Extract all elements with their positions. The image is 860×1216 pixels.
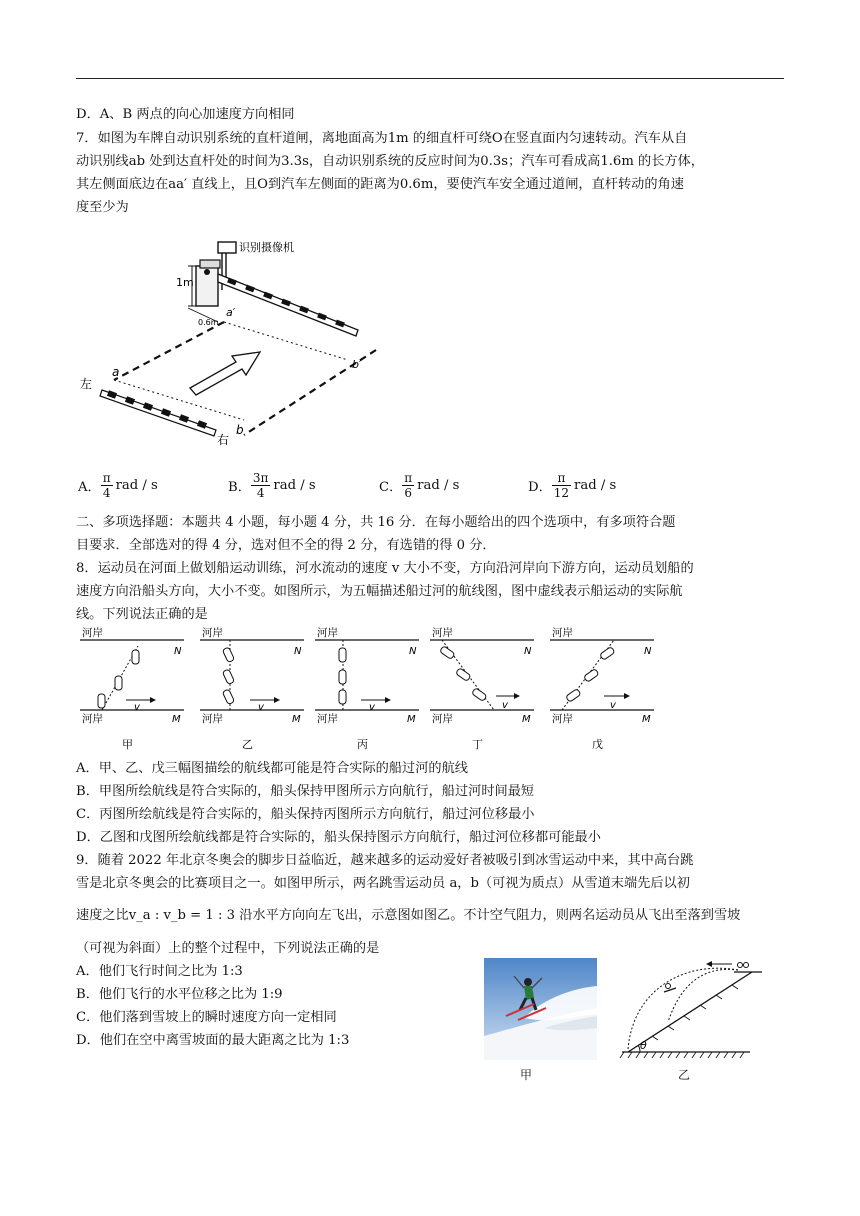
q9-line-2: 雪是北京冬奥会的比赛项目之一。如图甲所示，两名跳雪运动员 a，b（可视为质点）从雪道末端先后以初 — [76, 876, 690, 891]
svg-text:河岸: 河岸 — [82, 627, 103, 639]
svg-text:N: N — [294, 646, 302, 657]
ski-slope-diagram — [612, 952, 772, 1068]
boat-icon — [456, 668, 471, 682]
svg-text:N: N — [644, 646, 652, 657]
svg-text:河岸: 河岸 — [432, 713, 453, 725]
river-diagram-jia — [80, 624, 190, 752]
a-prime-label: a′ — [226, 306, 236, 319]
left-label: 左 — [80, 377, 93, 391]
river-diagram-bing — [315, 624, 425, 752]
boat-icon — [339, 670, 346, 684]
boat-icon — [339, 648, 346, 662]
svg-text:N: N — [409, 646, 417, 657]
svg-text:河岸: 河岸 — [432, 627, 453, 639]
camera-label: 识别摄像机 — [239, 241, 294, 254]
boat-icon — [222, 689, 234, 705]
svg-text:河岸: 河岸 — [317, 713, 338, 725]
q8-option-a: A．甲、乙、戊三幅图描绘的航线都可能是符合实际的船过河的航线 — [76, 761, 468, 776]
boat-icon — [222, 669, 234, 685]
svg-text:N: N — [174, 646, 182, 657]
svg-text:河岸: 河岸 — [552, 627, 573, 639]
height-label: 1m — [176, 276, 194, 289]
boat-icon — [472, 688, 487, 702]
q8-line-1: 8．运动员在河面上做划船运动训练，河水流动的速度 v 大小不变，方向沿河岸向下游方向，运动员划船的 — [76, 561, 694, 576]
svg-text:河岸: 河岸 — [82, 713, 103, 725]
ski-jump-photo — [484, 958, 597, 1060]
river-diagram-yi — [200, 624, 310, 752]
caption-ding: 丁 — [472, 738, 483, 751]
q9-option-a: A．他们飞行时间之比为 1:3 — [76, 964, 243, 979]
svg-text:河岸: 河岸 — [202, 713, 223, 725]
q9-option-d: D．他们在空中离雪坡面的最大距离之比为 1:3 — [76, 1033, 350, 1048]
svg-text:v: v — [610, 700, 616, 711]
caption-jia: 甲 — [122, 738, 133, 751]
boat-icon — [584, 669, 599, 683]
q8-option-b: B．甲图所绘航线是符合实际的，船头保持甲图所示方向航行，船过河时间最短 — [76, 784, 535, 799]
q9-option-b: B．他们飞行的水平位移之比为 1:9 — [76, 987, 283, 1002]
svg-text:M: M — [522, 714, 531, 725]
q7-gate-figure — [76, 230, 386, 450]
recognition-bar — [100, 390, 216, 436]
river-diagram-wu — [550, 624, 660, 752]
river-diagram-ding — [430, 624, 540, 752]
q7-option-d: D． $\frac{\pi}{12}$ rad / s — [528, 471, 617, 500]
q9-line-4: （可视为斜面）上的整个过程中，下列说法正确的是 — [76, 941, 380, 956]
q7-line-3: 其左侧面底边在aa′ 直线上，且O到汽车左侧面的距离为0.6m，要使汽车安全通过道闸，直杆转动的角速 — [76, 177, 684, 192]
svg-text:M: M — [172, 714, 181, 725]
distance-label: 0.6m — [198, 318, 219, 327]
q9-line-3: 速度之比v_a : v_b = 1 : 3 沿水平方向向左飞出，示意图如图乙。不计空气阻力，则两名运动员从飞出至落到雪坡 — [76, 908, 741, 923]
lane-lines — [114, 322, 376, 435]
direction-arrow-icon — [190, 352, 260, 395]
right-label: 右 — [217, 433, 230, 447]
svg-text:v: v — [258, 702, 264, 713]
q8-river-diagrams — [80, 624, 780, 752]
skier-icon — [664, 984, 676, 993]
svg-text:河岸: 河岸 — [552, 713, 573, 725]
q8-option-d: D．乙图和戊图所绘航线都是符合实际的，船头保持图示方向航行，船过河位移都可能最小 — [76, 830, 601, 845]
b-label: b — [236, 423, 244, 437]
q7-option-c: C． $\frac{\pi}{6}$ rad / s — [379, 471, 460, 500]
b-prime-label: b′ — [352, 358, 362, 371]
q7-line-4: 度至少为 — [76, 200, 129, 215]
q8-line-3: 线。下列说法正确的是 — [76, 607, 208, 622]
boat-icon — [440, 646, 455, 660]
svg-text:河岸: 河岸 — [317, 627, 338, 639]
svg-text:M: M — [642, 714, 651, 725]
q9-line-1: 9．随着 2022 年北京冬奥会的脚步日益临近，越来越多的运动爱好者被吸引到冰雪运动中来，其中高台跳 — [76, 853, 694, 868]
theta-label: θ — [640, 1039, 647, 1052]
q8-option-c: C．丙图所绘航线是符合实际的，船头保持丙图所示方向航行，船过河位移最小 — [76, 807, 535, 822]
q6-option-d: D．A、B 两点的向心加速度方向相同 — [76, 107, 295, 122]
boat-icon — [339, 690, 346, 704]
skier-icon — [738, 963, 749, 968]
boat-icon — [115, 676, 122, 690]
diagram-caption: 乙 — [678, 1068, 691, 1082]
q7-line-2: 动识别线ab 处到达直杆处的时间为3.3s，自动识别系统的反应时间为0.3s；汽车可看成高1.6m 的长方体， — [76, 154, 704, 169]
caption-bing: 丙 — [357, 738, 368, 751]
q7-option-b: B． $\frac{3\pi}{4}$ rad / s — [228, 471, 316, 500]
section2-line-1: 二、多项选择题：本题共 4 小题，每小题 4 分，共 16 分．在每小题给出的四个选项中，有多项符合题 — [76, 515, 676, 530]
section2-line-2: 目要求．全部选对的得 4 分，选对但不全的得 2 分，有选错的得 0 分． — [76, 538, 496, 553]
q7-line-1: 7．如图为车牌自动识别系统的直杆道闸，离地面高为1m 的细直杆可绕O在竖直面内匀速转动。汽车从自 — [76, 131, 688, 146]
header-rule — [76, 78, 784, 79]
a-label: a — [112, 365, 120, 379]
caption-yi: 乙 — [242, 738, 253, 751]
svg-text:v: v — [134, 702, 140, 713]
photo-caption: 甲 — [520, 1068, 533, 1082]
svg-text:v: v — [369, 702, 375, 713]
q9-option-c: C．他们落到雪坡上的瞬时速度方向一定相同 — [76, 1010, 337, 1025]
boat-icon — [600, 647, 615, 661]
boat-icon — [98, 694, 105, 708]
boat-icon — [566, 689, 581, 703]
boat-icon — [222, 647, 234, 663]
gate-post — [196, 260, 220, 306]
svg-text:M: M — [407, 714, 416, 725]
svg-text:N: N — [524, 646, 532, 657]
q7-option-a: A． $\frac{\pi}{4}$ rad / s — [78, 471, 158, 500]
boat-icon — [132, 650, 139, 664]
svg-text:河岸: 河岸 — [202, 627, 223, 639]
caption-wu: 戊 — [592, 738, 603, 751]
svg-text:v: v — [502, 700, 508, 711]
svg-text:M: M — [292, 714, 301, 725]
q8-line-2: 速度方向沿船头方向，大小不变。如图所示，为五幅描述船过河的航线图，图中虚线表示船运动的实际航 — [76, 584, 683, 599]
